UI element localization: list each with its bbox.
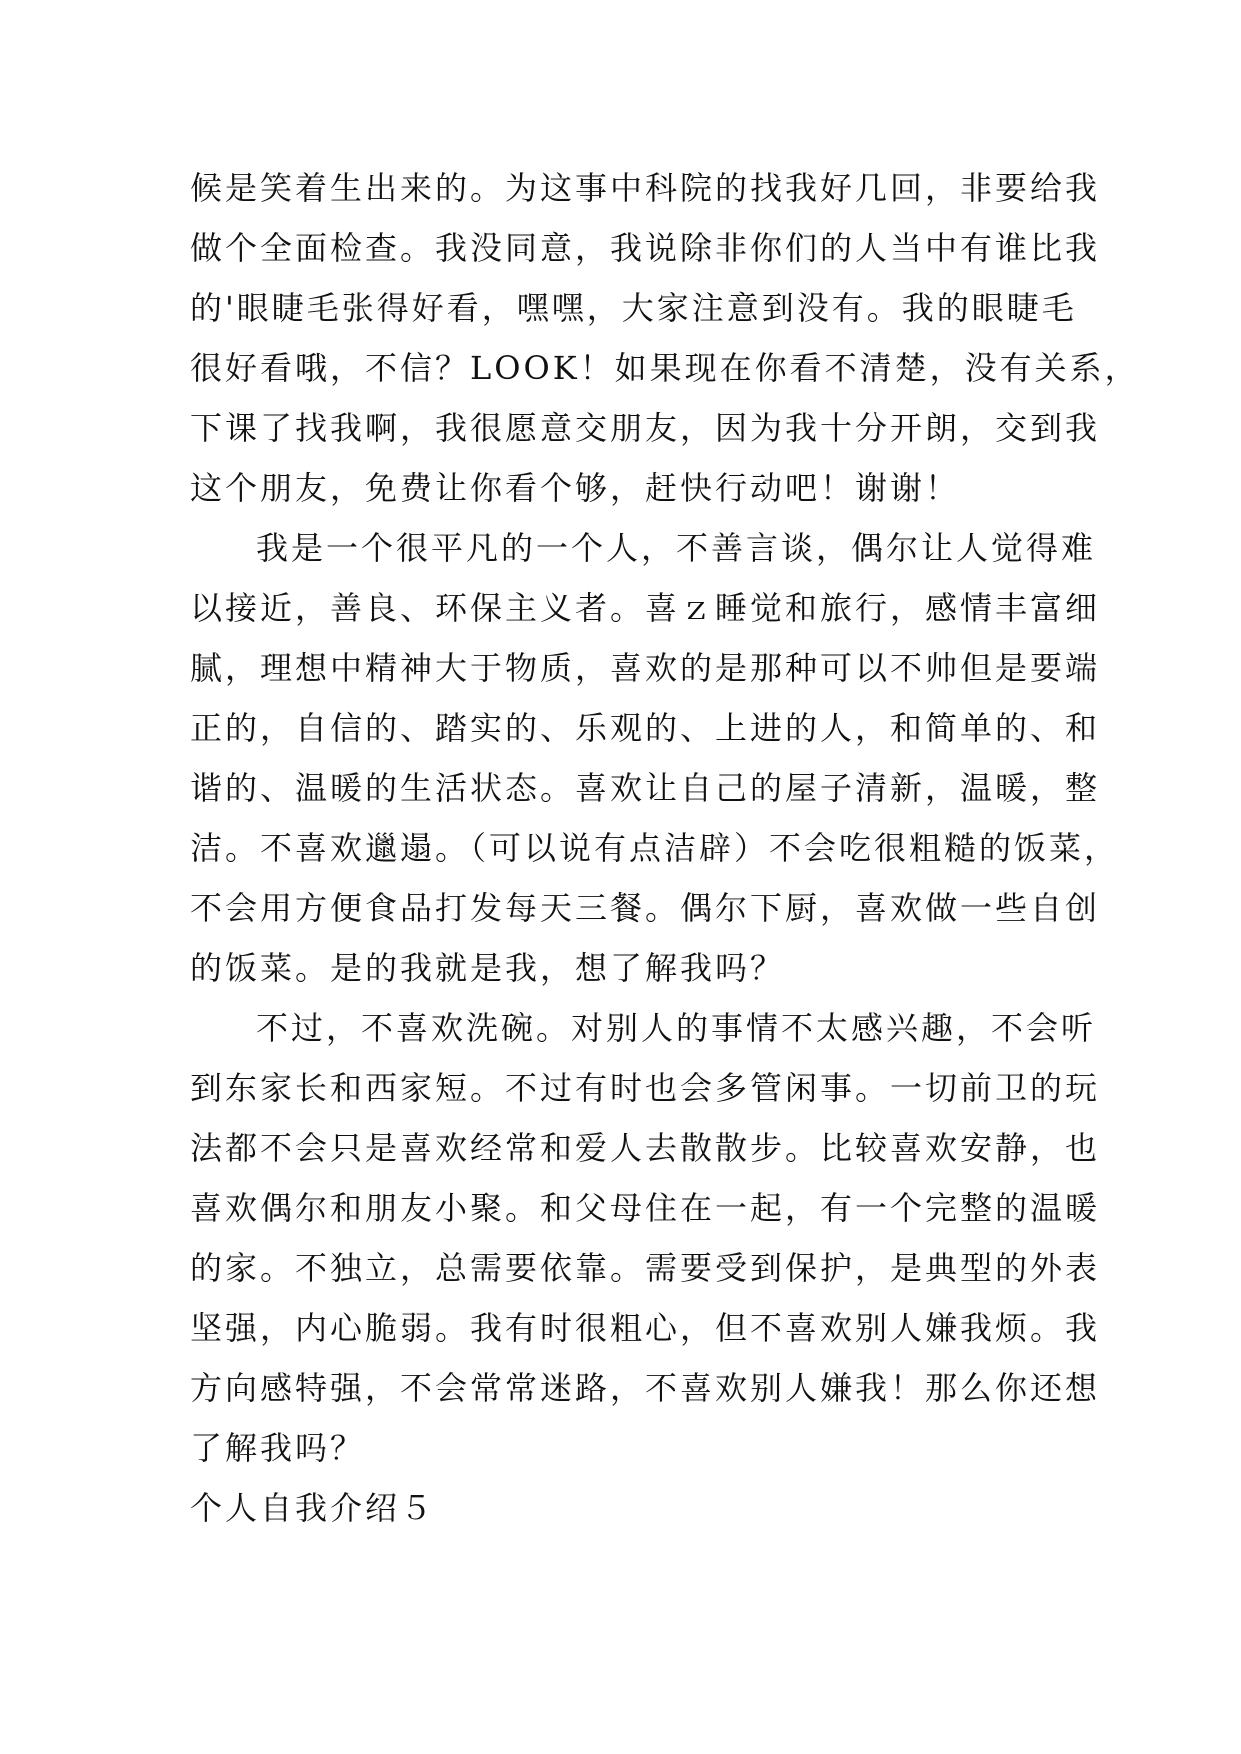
text-line: 洁。不喜欢邋遢。（可以说有点洁辟）不会吃很粗糙的饭菜，	[190, 829, 1120, 867]
paragraph-1	[190, 158, 1140, 518]
text-line: 候是笑着生出来的。为这事中科院的找我好几回，非要给我	[190, 169, 1101, 207]
text-line: 不会用方便食品打发每天三餐。偶尔下厨，喜欢做一些自创	[190, 889, 1101, 927]
section-heading: 个人自我介绍５	[190, 1489, 436, 1527]
paragraph-2	[190, 518, 1120, 998]
text-line: 方向感特强，不会常常迷路，不喜欢别人嫌我！那么你还想	[190, 1369, 1101, 1407]
text-line: 下课了找我啊，我很愿意交朋友，因为我十分开朗，交到我	[190, 409, 1101, 447]
body-text	[190, 158, 1140, 1478]
text-line: 我是一个很平凡的一个人，不善言谈，偶尔让人觉得难	[256, 529, 1097, 567]
text-line: 以接近，善良、环保主义者。喜ｚ睡觉和旅行，感情丰富细	[190, 589, 1101, 627]
text-line: 坚强，内心脆弱。我有时很粗心，但不喜欢别人嫌我烦。我	[190, 1309, 1101, 1347]
text-line: 不过，不喜欢洗碗。对别人的事情不太感兴趣，不会听	[256, 1009, 1097, 1047]
text-line: 正的，自信的、踏实的、乐观的、上进的人，和简单的、和	[190, 709, 1101, 747]
text-line: 谐的、温暖的生活状态。喜欢让自己的屋子清新，温暖，整	[190, 769, 1101, 807]
text-line: 了解我吗？	[190, 1429, 366, 1467]
text-line: 的家。不独立，总需要依靠。需要受到保护，是典型的外表	[190, 1249, 1101, 1287]
text-line: 的'眼睫毛张得好看，嘿嘿，大家注意到没有。我的眼睫毛	[190, 289, 1077, 327]
text-line: 喜欢偶尔和朋友小聚。和父母住在一起，有一个完整的温暖	[190, 1189, 1101, 1227]
text-line: 做个全面检查。我没同意，我说除非你们的人当中有谁比我	[190, 229, 1101, 267]
paragraph-3	[190, 998, 1101, 1478]
text-line: 很好看哦，不信？LOOK！如果现在你看不清楚，没有关系，	[190, 349, 1140, 387]
text-line: 到东家长和西家短。不过有时也会多管闲事。一切前卫的玩	[190, 1069, 1101, 1107]
text-line: 法都不会只是喜欢经常和爱人去散散步。比较喜欢安静，也	[190, 1129, 1101, 1167]
text-line: 的饭菜。是的我就是我，想了解我吗？	[190, 949, 786, 987]
text-line: 这个朋友，免费让你看个够，赶快行动吧！谢谢！	[190, 469, 961, 507]
text-line: 腻，理想中精神大于物质，喜欢的是那种可以不帅但是要端	[190, 649, 1101, 687]
